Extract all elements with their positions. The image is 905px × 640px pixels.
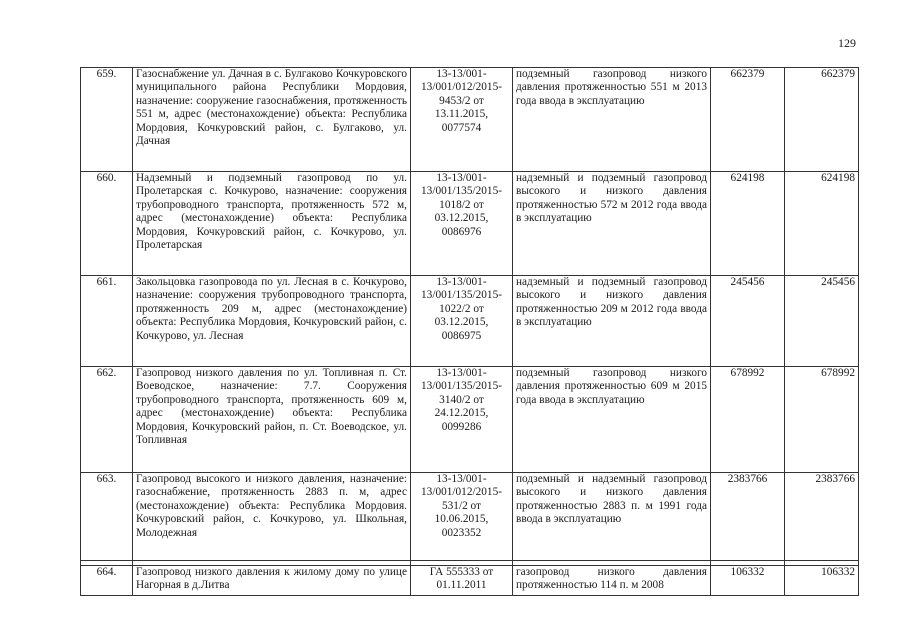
object-name: Надземный и подземный газопровод по ул. Пролетарская с. Кочкурово, назначение: сооружения трубопроводного транспорта, протяженность 572 м, адрес (местонахождение) объекта: Республика Мордовия, Кочкуровский район, с. Кочкурово, ул. Пролетарская — [133, 172, 411, 276]
table-row — [81, 566, 859, 596]
property-registry-table — [80, 67, 859, 596]
book-value: 678992 — [711, 367, 785, 473]
table-row — [81, 276, 859, 367]
object-name: Газоснабжение ул. Дачная в с. Булгаково Кочкуровского муниципального района Республики Мордовия, назначение: сооружение газоснабжения, протяженность 551 м, адрес (местонахождение) объекта: Республика Мордовия, Кочкуровский район, с. Булгаково, ул. Дачная — [133, 68, 411, 172]
residual-value: 662379 — [785, 68, 859, 172]
book-value: 2383766 — [711, 473, 785, 561]
table-row — [81, 367, 859, 473]
registration-record: 13-13/001-13/001/012/2015-531/2 от 10.06.2015, 0023352 — [411, 473, 513, 561]
residual-value: 2383766 — [785, 473, 859, 561]
object-description: подземный газопровод низкого давления протяженностью 609 м 2015 года ввода в эксплуатацию — [513, 367, 711, 473]
registration-record: ГА 555333 от 01.11.2011 — [411, 566, 513, 596]
row-number: 663. — [81, 473, 133, 561]
table-row — [81, 473, 859, 561]
residual-value: 245456 — [785, 276, 859, 367]
object-description: газопровод низкого давления протяженностью 114 п. м 2008 — [513, 566, 711, 596]
registration-record: 13-13/001-13/001/135/2015-1018/2 от 03.12.2015, 0086976 — [411, 172, 513, 276]
residual-value: 678992 — [785, 367, 859, 473]
object-name: Газопровод высокого и низкого давления, назначение: газоснабжение, протяженность 2883 п. м, адрес (местонахождение) объекта: Республика Мордовия. Кочкуровский район, с. Кочкурово, ул. Школьная, Молодежная — [133, 473, 411, 561]
object-description: надземный и подземный газопровод высокого и низкого давления протяженностью 209 м 2012 года ввода в эксплуатацию — [513, 276, 711, 367]
object-name: Закольцовка газопровода по ул. Лесная в с. Кочкурово, назначение: сооружения трубопроводного транспорта, протяженность 209 м, адрес (местонахождение) объекта: Республика Мордовия, Кочкуровский район, с. Кочкурово, ул. Лесная — [133, 276, 411, 367]
book-value: 245456 — [711, 276, 785, 367]
registration-record: 13-13/001-13/001/012/2015-9453/2 от 13.11.2015, 0077574 — [411, 68, 513, 172]
row-number: 659. — [81, 68, 133, 172]
residual-value: 624198 — [785, 172, 859, 276]
object-description: подземный и надземный газопровод высокого и низкого давления протяженностью 2883 п. м 1991 года ввода в эксплуатацию — [513, 473, 711, 561]
object-description: надземный и подземный газопровод высокого и низкого давления протяженностью 572 м 2012 года ввода в эксплуатацию — [513, 172, 711, 276]
book-value: 106332 — [711, 566, 785, 596]
registration-record: 13-13/001-13/001/135/2015-3140/2 от 24.12.2015, 0099286 — [411, 367, 513, 473]
object-description: подземный газопровод низкого давления протяженностью 551 м 2013 года ввода в эксплуатацию — [513, 68, 711, 172]
row-number: 664. — [81, 566, 133, 596]
book-value: 624198 — [711, 172, 785, 276]
object-name: Газопровод низкого давления по ул. Топливная п. Ст. Воеводское, назначение: 7.7. Сооружения трубопроводного транспорта, протяженность 609 м, адрес (местонахождение) объекта: Республика Мордовия, Кочкуровский район, п. Ст. Воеводское, ул. Топливная — [133, 367, 411, 473]
row-number: 660. — [81, 172, 133, 276]
registration-record: 13-13/001-13/001/135/2015-1022/2 от 03.12.2015, 0086975 — [411, 276, 513, 367]
object-name: Газопровод низкого давления к жилому дому по улице Нагорная в д.Литва — [133, 566, 411, 596]
page-number: 129 — [838, 36, 856, 50]
book-value: 662379 — [711, 68, 785, 172]
residual-value: 106332 — [785, 566, 859, 596]
row-number: 661. — [81, 276, 133, 367]
table-row — [81, 172, 859, 276]
row-number: 662. — [81, 367, 133, 473]
table-row — [81, 68, 859, 172]
